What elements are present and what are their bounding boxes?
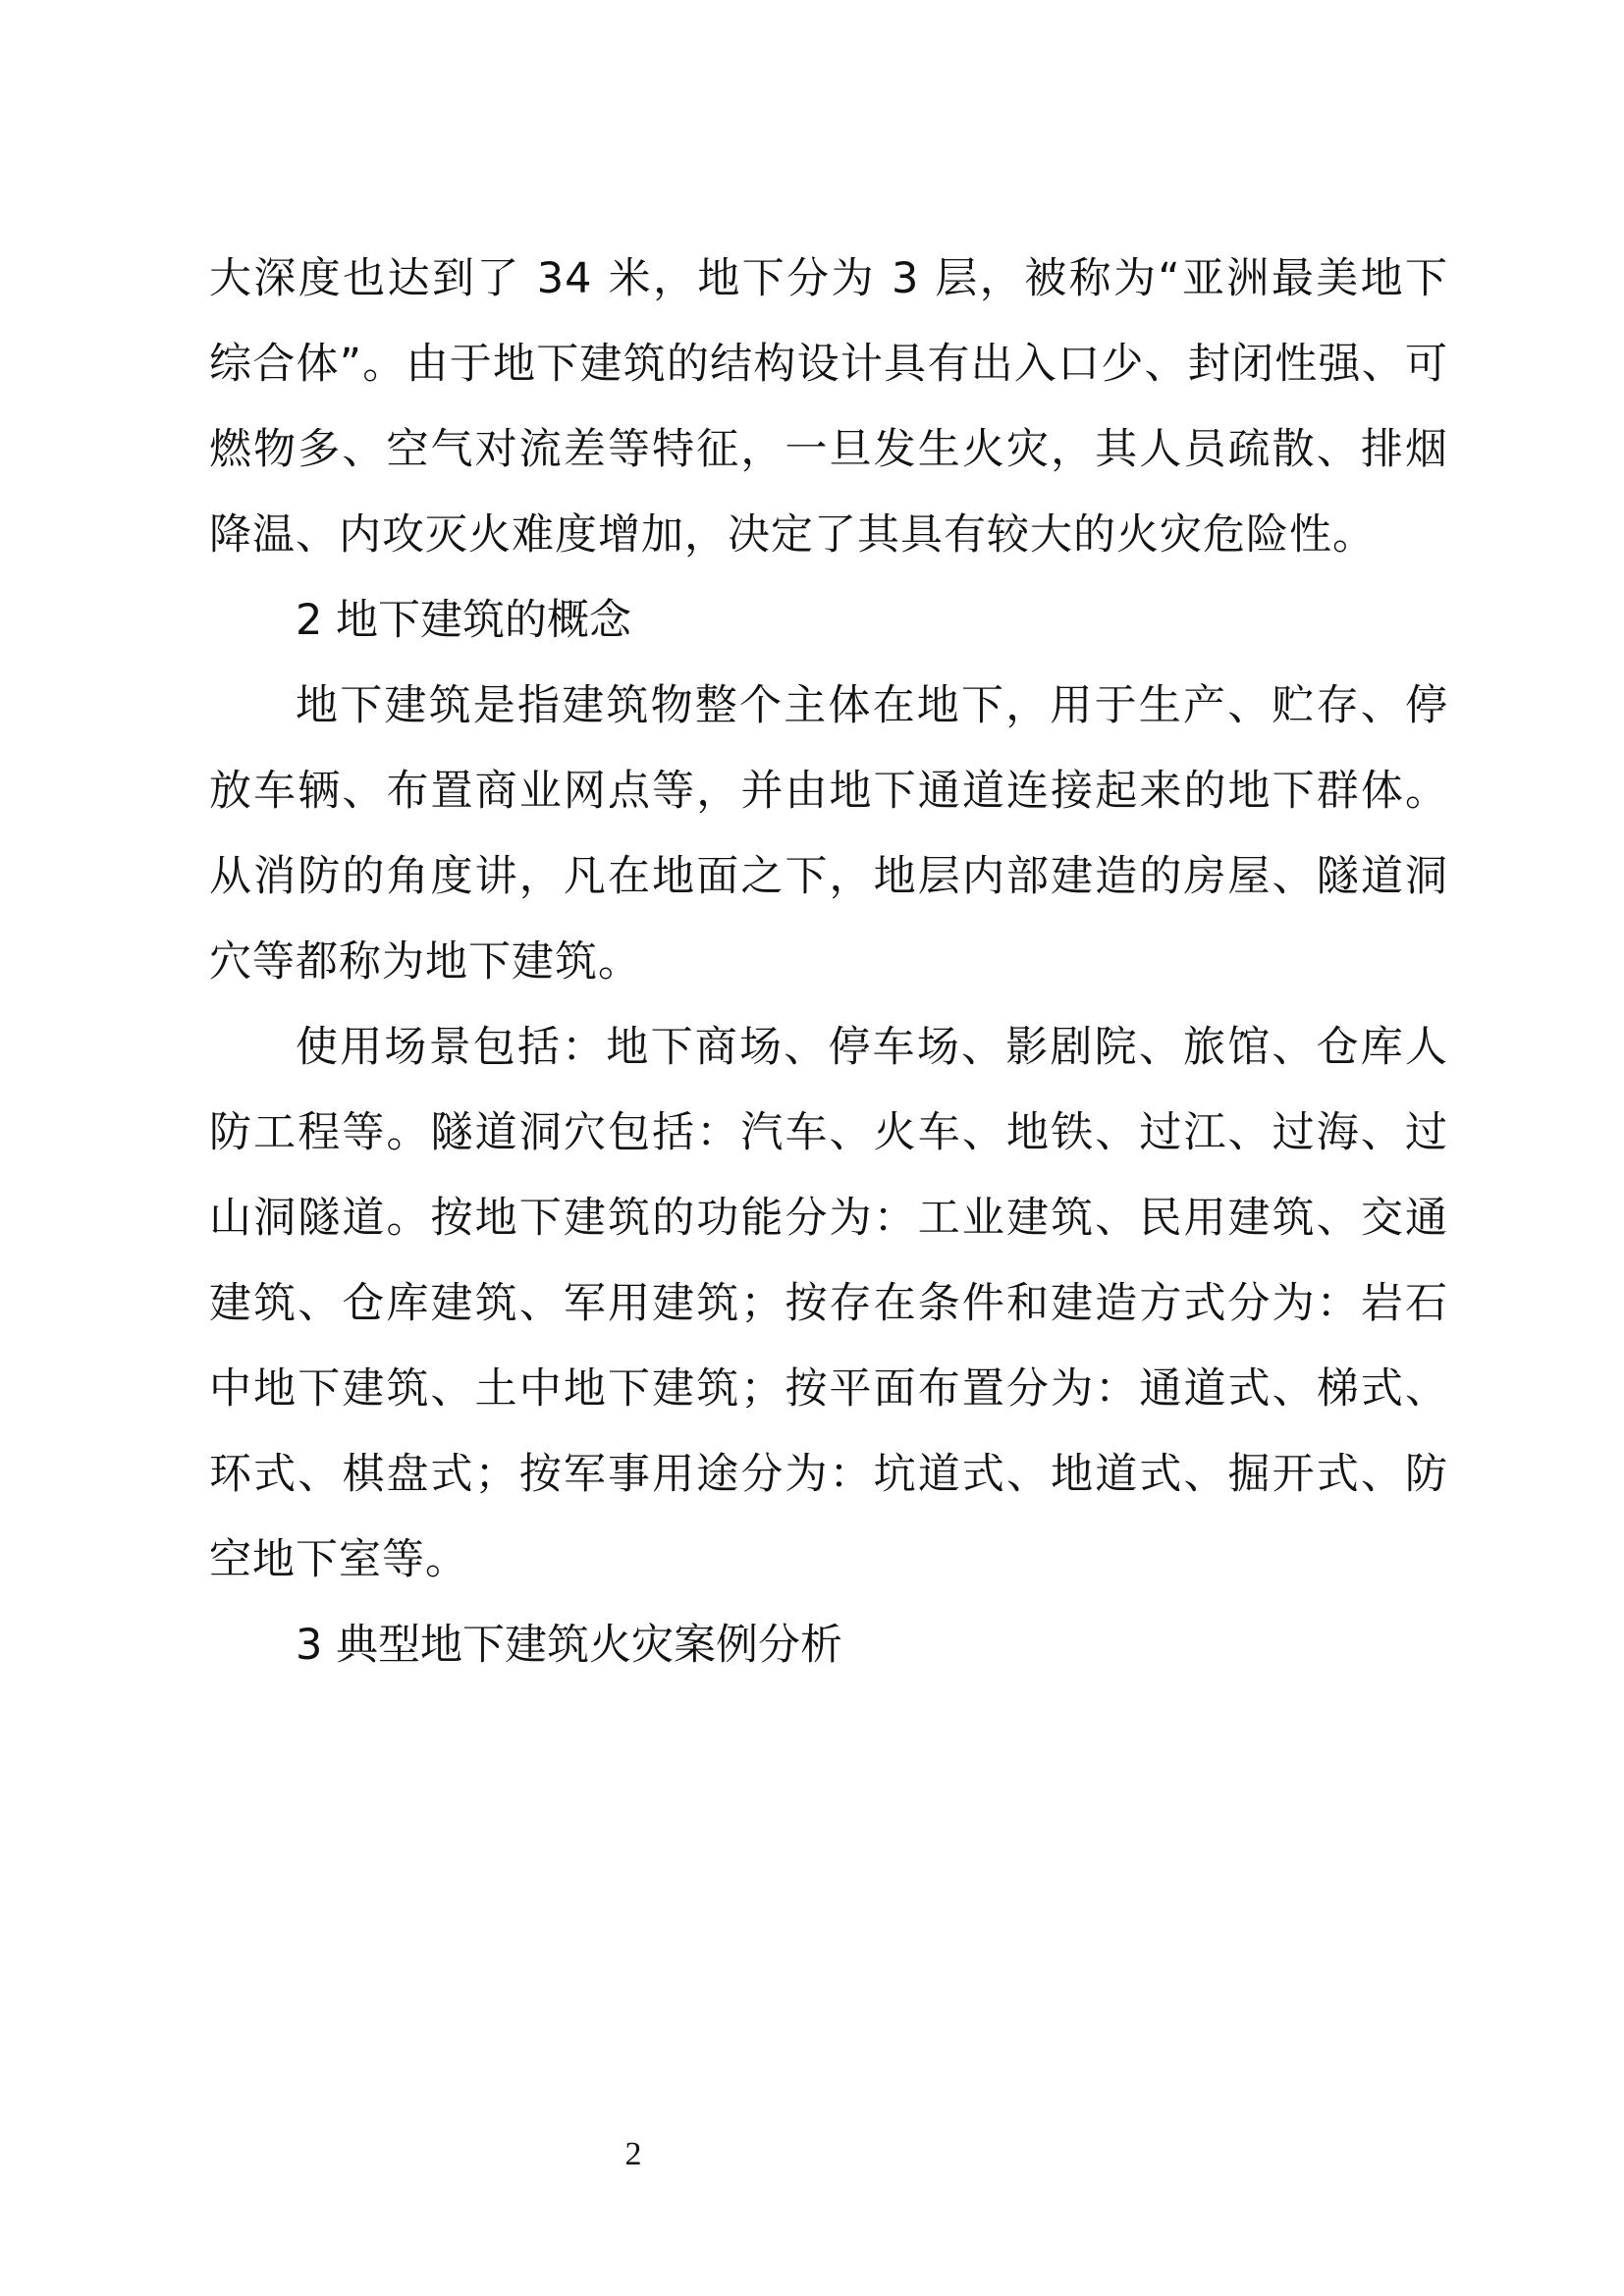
document-page [209,237,1448,1688]
page-number: 2 [624,2136,642,2172]
section-heading-3: 3 典型地下建筑火灾案例分析 [296,1621,843,1670]
paragraph-definition: 地下建筑是指建筑物整个主体在地下，用于生产、贮存、停放车辆、布置商业网点等，并由地下通道连接起来的地下群体。从消防的角度讲，凡在地面之下，地层内部建造的房屋、隧道洞穴等都称为地下建筑。 [209,681,1448,987]
paragraph-classification: 使用场景包括：地下商场、停车场、影剧院、旅馆、仓库人防工程等。隧道洞穴包括：汽车、火车、地铁、过江、过海、过山洞隧道。按地下建筑的功能分为：工业建筑、民用建筑、交通建筑、仓库建筑、军用建筑；按存在条件和建造方式分为：岩石中地下建筑、土中地下建筑；按平面布置分为：通道式、梯式、环式、棋盘式；按军事用途分为：坑道式、地道式、掘开式、防空地下室等。 [209,1023,1448,1584]
section-heading-2: 2 地下建筑的概念 [296,596,632,645]
paragraph-intro-continued: 大深度也达到了 34 米，地下分为 3 层，被称为“亚洲最美地下综合体”。由于地下建筑的结构设计具有出入口少、封闭性强、可燃物多、空气对流差等特征，一旦发生火灾，其人员疏散、排烟降温、内攻灭火难度增加，决定了其具有较大的火灾危险性。 [209,254,1448,560]
